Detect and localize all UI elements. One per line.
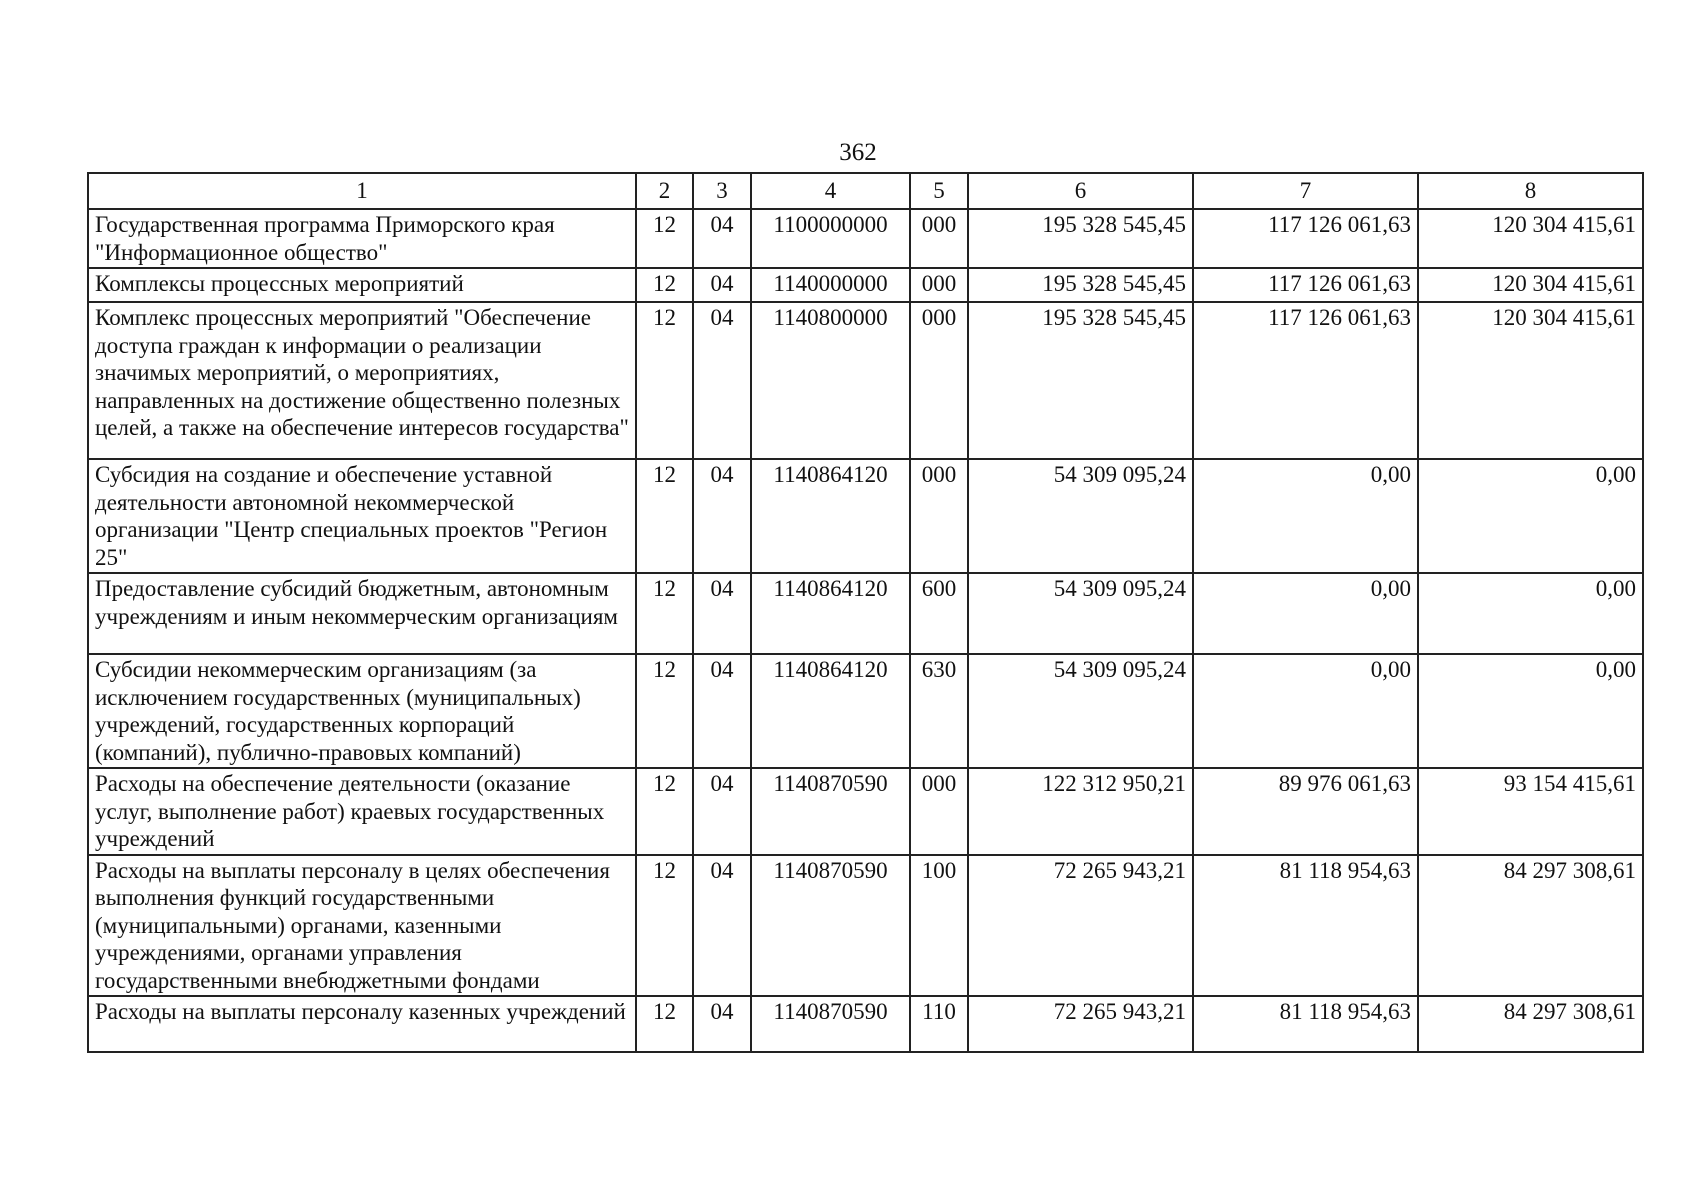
header-row (88, 173, 1643, 209)
target-article-code: 1140870590 (751, 855, 910, 997)
row-name: Комплекс процессных мероприятий "Обеспечение доступа граждан к информации о реализации значимых мероприятий, о мероприятиях, направленных на достижение общественно полезных целей, а также на обеспечение интересов государства" (88, 302, 636, 459)
section-code: 12 (636, 209, 693, 268)
amount-col-6: 195 328 545,45 (968, 268, 1193, 302)
section-code: 12 (636, 302, 693, 459)
amount-col-8: 0,00 (1418, 654, 1643, 768)
amount-col-6: 54 309 095,24 (968, 573, 1193, 654)
table-row (88, 768, 1643, 855)
section-code: 12 (636, 654, 693, 768)
column-header: 1 (88, 173, 636, 209)
section-code: 12 (636, 573, 693, 654)
page-number: 362 (839, 139, 877, 166)
target-article-code: 1140864120 (751, 573, 910, 654)
amount-col-8: 120 304 415,61 (1418, 302, 1643, 459)
amount-col-7: 117 126 061,63 (1193, 268, 1418, 302)
amount-col-6: 54 309 095,24 (968, 654, 1193, 768)
row-name: Государственная программа Приморского края "Информационное общество" (88, 209, 636, 268)
row-name: Субсидия на создание и обеспечение уставной деятельности автономной некоммерческой организации "Центр специальных проектов "Регион 25" (88, 459, 636, 573)
subsection-code: 04 (693, 654, 751, 768)
row-name: Расходы на выплаты персоналу в целях обеспечения выполнения функций государственными (муниципальными) органами, казенными учреждениями, органами управления государственными внебюджетными фондами (88, 855, 636, 997)
amount-col-8: 0,00 (1418, 459, 1643, 573)
row-name: Субсидии некоммерческим организациям (за исключением государственных (муниципальных) учреждений, государственных корпораций (компаний), публично-правовых компаний) (88, 654, 636, 768)
table-row (88, 459, 1643, 573)
expense-type-code: 100 (910, 855, 968, 997)
column-header: 4 (751, 173, 910, 209)
section-code: 12 (636, 768, 693, 855)
amount-col-6: 195 328 545,45 (968, 209, 1193, 268)
column-header: 3 (693, 173, 751, 209)
table-row (88, 855, 1643, 997)
subsection-code: 04 (693, 768, 751, 855)
expense-type-code: 600 (910, 573, 968, 654)
amount-col-6: 195 328 545,45 (968, 302, 1193, 459)
expense-type-code: 000 (910, 768, 968, 855)
amount-col-7: 0,00 (1193, 654, 1418, 768)
amount-col-6: 72 265 943,21 (968, 996, 1193, 1052)
amount-col-8: 0,00 (1418, 573, 1643, 654)
target-article-code: 1140870590 (751, 996, 910, 1052)
amount-col-7: 0,00 (1193, 573, 1418, 654)
target-article-code: 1140870590 (751, 768, 910, 855)
table-row (88, 268, 1643, 302)
row-name: Расходы на обеспечение деятельности (оказание услуг, выполнение работ) краевых государственных учреждений (88, 768, 636, 855)
column-header: 6 (968, 173, 1193, 209)
row-name: Расходы на выплаты персоналу казенных учреждений (88, 996, 636, 1052)
target-article-code: 1140800000 (751, 302, 910, 459)
amount-col-8: 84 297 308,61 (1418, 855, 1643, 997)
column-header: 5 (910, 173, 968, 209)
budget-table (87, 172, 1644, 1053)
target-article-code: 1140864120 (751, 459, 910, 573)
table-row (88, 209, 1643, 268)
table-row (88, 996, 1643, 1052)
subsection-code: 04 (693, 268, 751, 302)
amount-col-8: 120 304 415,61 (1418, 268, 1643, 302)
amount-col-6: 72 265 943,21 (968, 855, 1193, 997)
table-row (88, 573, 1643, 654)
expense-type-code: 000 (910, 268, 968, 302)
row-name: Предоставление субсидий бюджетным, автономным учреждениям и иным некоммерческим организациям (88, 573, 636, 654)
table-row (88, 302, 1643, 459)
amount-col-6: 122 312 950,21 (968, 768, 1193, 855)
subsection-code: 04 (693, 209, 751, 268)
amount-col-8: 93 154 415,61 (1418, 768, 1643, 855)
table-body (88, 209, 1643, 1052)
target-article-code: 1140000000 (751, 268, 910, 302)
subsection-code: 04 (693, 996, 751, 1052)
expense-type-code: 000 (910, 459, 968, 573)
amount-col-8: 84 297 308,61 (1418, 996, 1643, 1052)
section-code: 12 (636, 459, 693, 573)
subsection-code: 04 (693, 855, 751, 997)
section-code: 12 (636, 996, 693, 1052)
expense-type-code: 000 (910, 209, 968, 268)
section-code: 12 (636, 855, 693, 997)
amount-col-8: 120 304 415,61 (1418, 209, 1643, 268)
column-header: 8 (1418, 173, 1643, 209)
amount-col-7: 89 976 061,63 (1193, 768, 1418, 855)
column-header: 2 (636, 173, 693, 209)
column-header: 7 (1193, 173, 1418, 209)
table-row (88, 654, 1643, 768)
amount-col-7: 81 118 954,63 (1193, 996, 1418, 1052)
section-code: 12 (636, 268, 693, 302)
amount-col-7: 0,00 (1193, 459, 1418, 573)
amount-col-6: 54 309 095,24 (968, 459, 1193, 573)
subsection-code: 04 (693, 459, 751, 573)
expense-type-code: 110 (910, 996, 968, 1052)
expense-type-code: 630 (910, 654, 968, 768)
subsection-code: 04 (693, 302, 751, 459)
target-article-code: 1100000000 (751, 209, 910, 268)
amount-col-7: 117 126 061,63 (1193, 302, 1418, 459)
subsection-code: 04 (693, 573, 751, 654)
target-article-code: 1140864120 (751, 654, 910, 768)
expense-type-code: 000 (910, 302, 968, 459)
amount-col-7: 81 118 954,63 (1193, 855, 1418, 997)
amount-col-7: 117 126 061,63 (1193, 209, 1418, 268)
row-name: Комплексы процессных мероприятий (88, 268, 636, 302)
